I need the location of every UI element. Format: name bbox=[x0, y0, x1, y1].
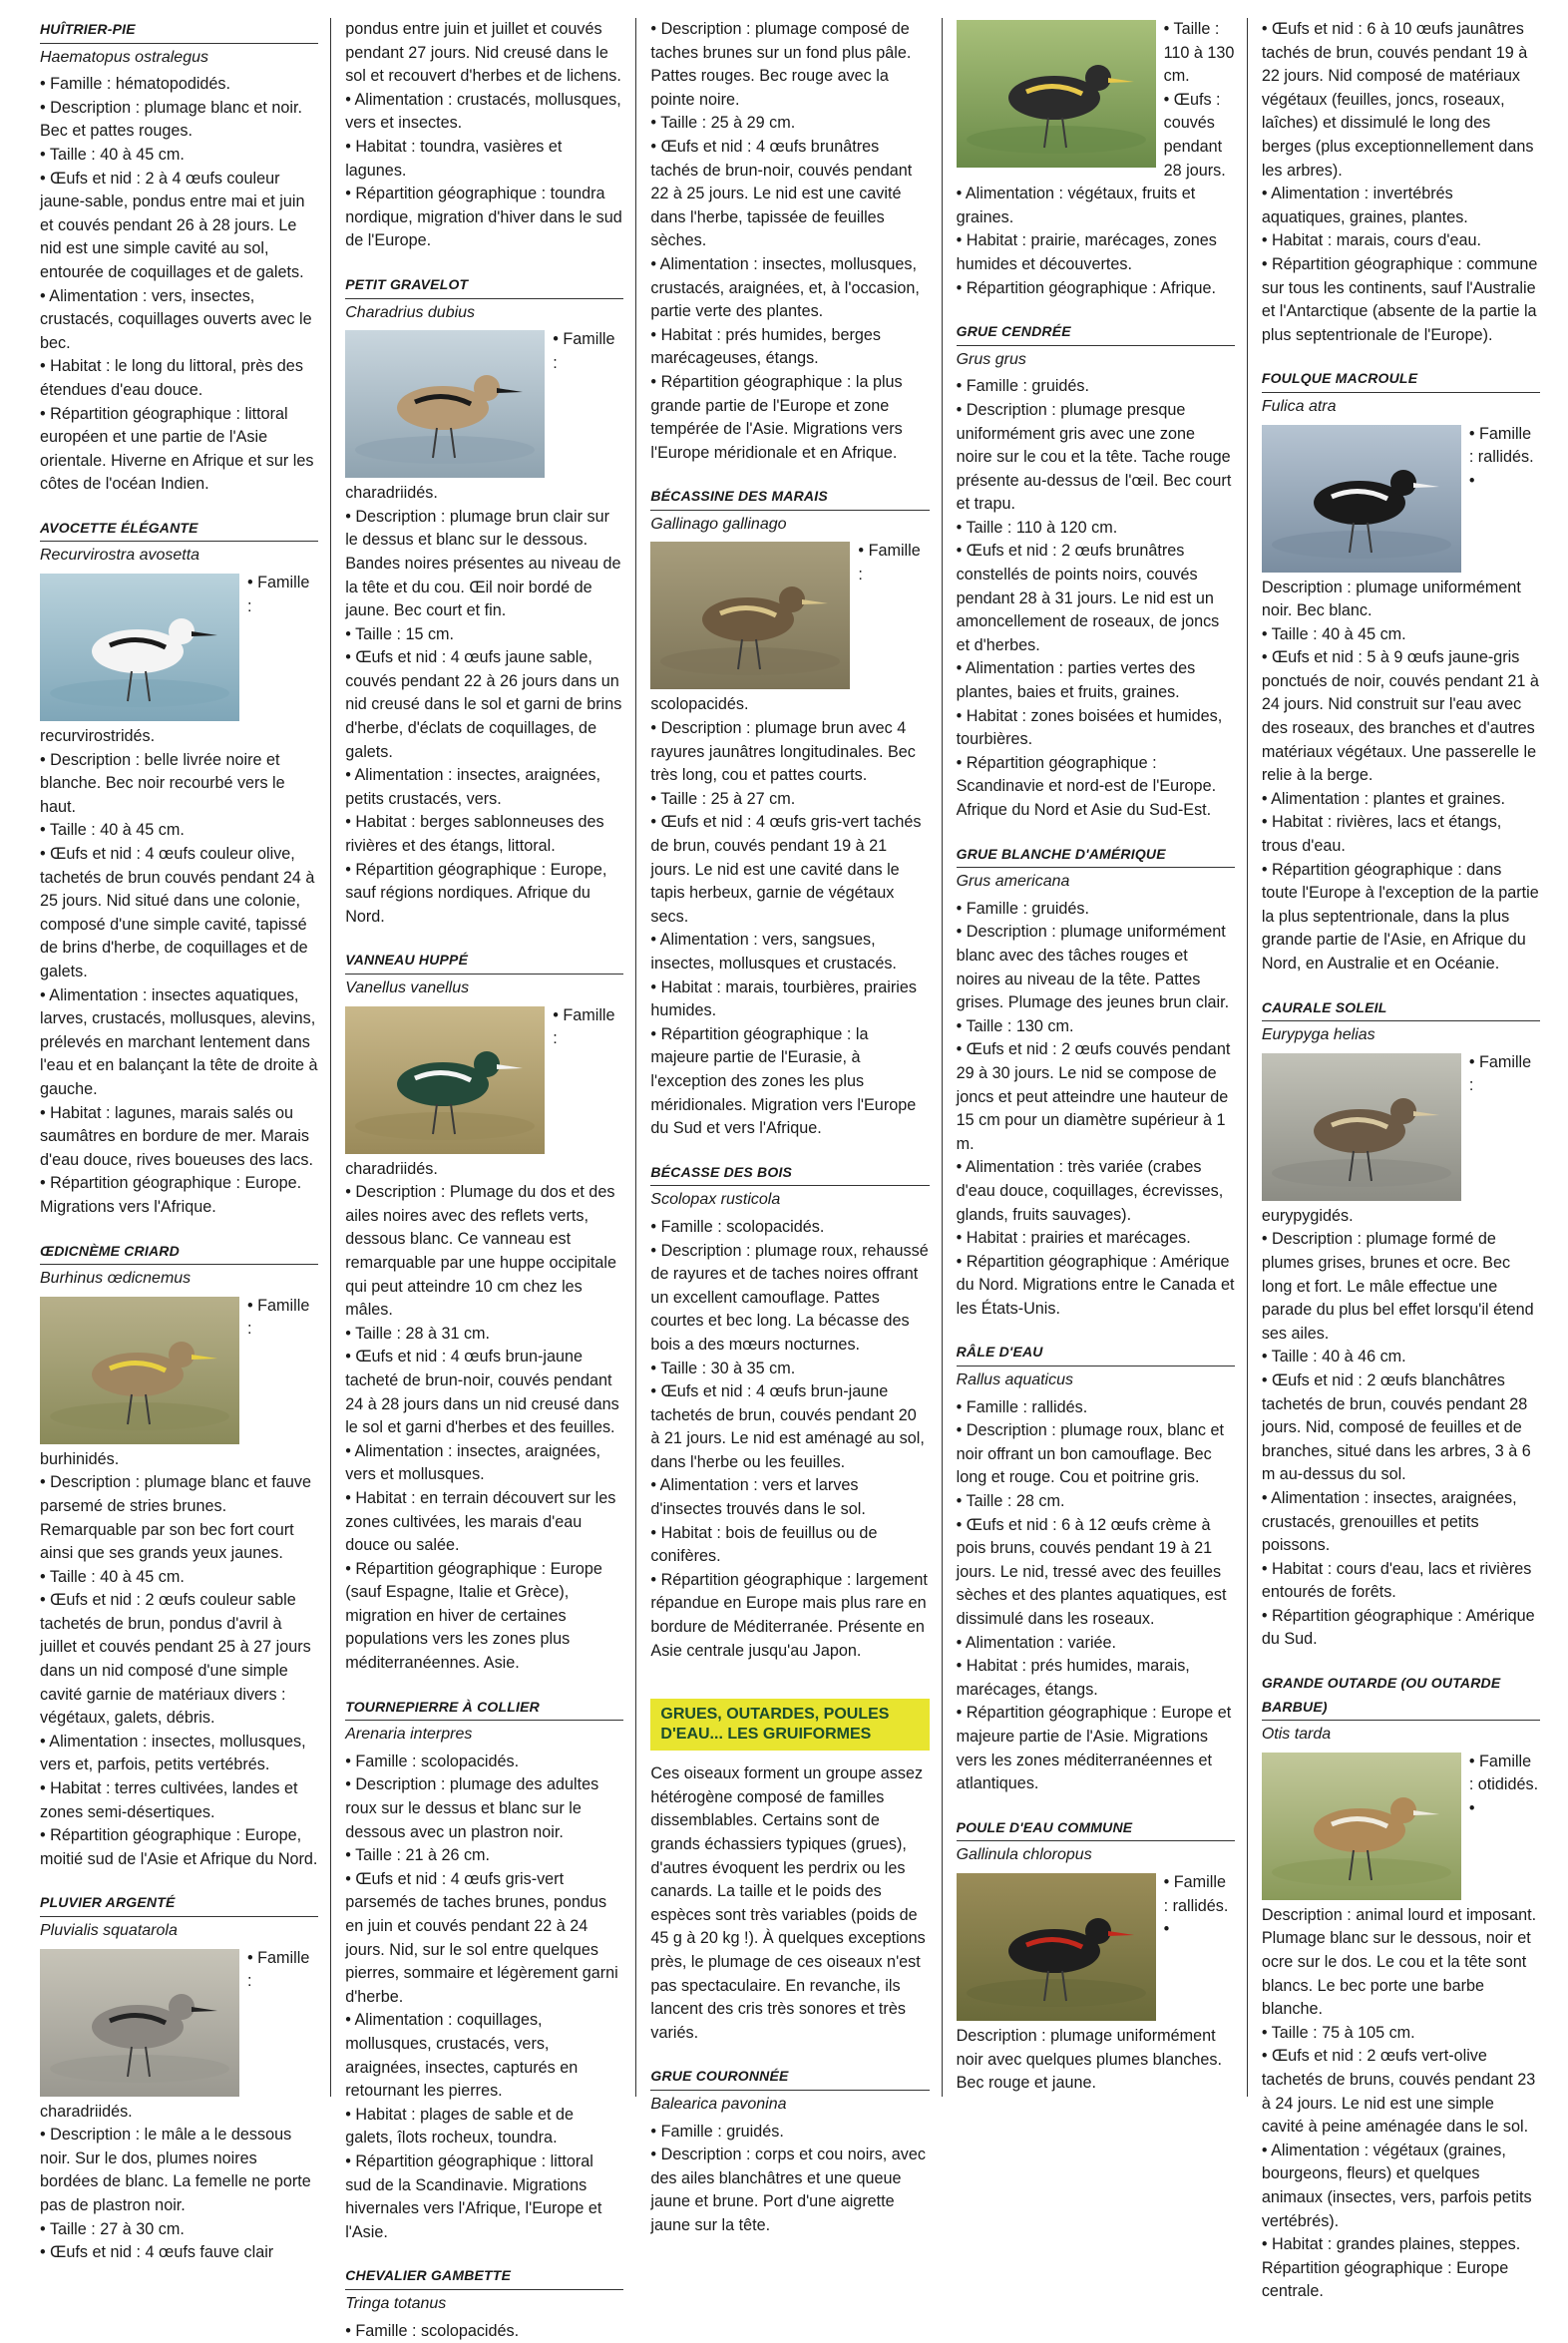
species-fact: • Alimentation : plantes et graines. bbox=[1262, 788, 1540, 812]
species-fact: • Œufs et nid : 4 œufs jaune sable, couvés pendant 22 à 26 jours dans un nid creusé dans le sol et garni de brins d'herbe, d'éclats de coquillages, de galets. bbox=[345, 646, 623, 764]
species-name: FOULQUE MACROULE bbox=[1262, 367, 1540, 393]
species-name: RÂLE D'EAU bbox=[957, 1341, 1235, 1367]
species-fact: • Œufs et nid : 4 œufs couleur olive, tachetés de brun couvés pendant 24 à 25 jours. Nid situé dans une colonie, composé d'une simple cavité, tapissé de brins d'herbe, de coquillages et de galets. bbox=[40, 843, 318, 984]
species-name: BÉCASSINE DES MARAIS bbox=[650, 485, 929, 511]
species-fact: • Habitat : berges sablonneuses des rivières et des étangs, littoral. bbox=[345, 811, 623, 858]
stone_curlew-photo-icon bbox=[40, 1297, 239, 1444]
species-name: CHEVALIER GAMBETTE bbox=[345, 2264, 623, 2290]
species-fact: • Habitat : marais, tourbières, prairies humides. bbox=[650, 976, 929, 1023]
species-entry-vanneau-huppe bbox=[345, 949, 623, 1675]
species-fact: • Alimentation : insectes, mollusques, crustacés, araignées, et, à l'occasion, partie verte des plantes. bbox=[650, 253, 929, 324]
species-fact: • Répartition géographique : toundra nordique, migration d'hiver dans le sud de l'Europe. bbox=[345, 183, 623, 253]
species-fact: • Description : plumage presque uniformément gris avec une zone noire sur le cou et la tête. Tache rouge présente au-dessus de l'œil. Bec court et trapu. bbox=[957, 399, 1235, 517]
species-latin-name: Grus grus bbox=[957, 348, 1235, 372]
species-fact: • Taille : 28 à 31 cm. bbox=[345, 1323, 623, 1347]
species-entry-huitrier-pie bbox=[40, 18, 318, 497]
species-name: GRUE BLANCHE D'AMÉRIQUE bbox=[957, 843, 1235, 869]
species-fact: • Taille : 25 à 29 cm. bbox=[650, 112, 929, 136]
species-latin-name: Scolopax rusticola bbox=[650, 1188, 929, 1212]
species-fact: • Œufs et nid : 2 à 4 œufs couleur jaune-sable, pondus entre mai et juin et couvés pendant 26 à 28 jours. Le nid est une simple cavité au sol, entourée de coquillages et de galets. bbox=[40, 168, 318, 285]
crowned_crane-photo-icon bbox=[957, 20, 1156, 168]
snipe-photo-icon bbox=[650, 542, 850, 689]
species-fact: • Répartition géographique : la plus grande partie de l'Europe et zone tempérée de l'Asie. Migrations vers l'Europe méridionale et en Afrique. bbox=[650, 371, 929, 465]
species-name: ŒDICNÈME CRIARD bbox=[40, 1240, 318, 1266]
species-latin-name: Recurvirostra avosetta bbox=[40, 544, 318, 568]
species-entry-grue-blanche-d-amerique bbox=[957, 843, 1235, 1322]
species-fact: • Description : animal lourd et imposant. Plumage blanc sur le dessous, noir et ocre sur le dos. Le cou et la tête sont blancs. Le bec porte une barbe blanche. bbox=[1262, 1797, 1540, 2022]
species-fact: • Taille : 110 à 120 cm. bbox=[957, 517, 1235, 541]
species-fact: • Habitat : lagunes, marais salés ou saumâtres en bordure de mer. Marais d'eau douce, rives boueuses des lacs. bbox=[40, 1102, 318, 1173]
species-latin-name: Grus americana bbox=[957, 870, 1235, 894]
species-entry-becasse-des-bois bbox=[650, 1161, 929, 1663]
species-fact: • Habitat : cours d'eau, lacs et rivières entourés de forêts. bbox=[1262, 1558, 1540, 1605]
species-fact: • Alimentation : vers et larves d'insectes trouvés dans le sol. bbox=[650, 1474, 929, 1521]
moorhen-photo-icon bbox=[957, 1873, 1156, 2021]
species-fact: • Œufs et nid : 4 œufs brun-jaune tachetés de brun, couvés pendant 20 à 21 jours. Le nid est aménagé au sol, dans l'herbe ou les feuilles. bbox=[650, 1380, 929, 1474]
species-photo bbox=[957, 1873, 1156, 2021]
species-fact: • Alimentation : parties vertes des plantes, baies et fruits, graines. bbox=[957, 657, 1235, 704]
species-photo bbox=[40, 1949, 239, 2097]
species-photo bbox=[345, 330, 545, 478]
species-name: AVOCETTE ÉLÉGANTE bbox=[40, 517, 318, 543]
species-fact: • Famille : scolopacidés. bbox=[650, 1216, 929, 1240]
species-fact: • Famille : rallidés. bbox=[957, 1396, 1235, 1420]
species-fact: • Habitat : zones boisées et humides, tourbières. bbox=[957, 705, 1235, 752]
species-fact: • Habitat : prairie, marécages, zones humides et découvertes. bbox=[957, 229, 1235, 276]
plover-photo-icon bbox=[40, 1949, 239, 2097]
species-fact: • Habitat : plages de sable et de galets, îlots rocheux, toundra. bbox=[345, 2104, 623, 2150]
group-heading: GRUES, OUTARDES, POULES D'EAU... LES GRUIFORMES bbox=[650, 1699, 929, 1751]
species-photo bbox=[40, 574, 239, 721]
species-fact: • Description : le mâle a le dessous noir. Sur le dos, plumes noires bordées de blanc. La femelle ne porte pas de plastron noir. bbox=[40, 2124, 318, 2217]
species-entry-foulque-macroule bbox=[1262, 367, 1540, 976]
species-entry-dicneme-criard bbox=[40, 1240, 318, 1872]
species-fact: • Alimentation : invertébrés aquatiques, graines, plantes. bbox=[1262, 183, 1540, 229]
column-4 bbox=[957, 18, 1248, 2097]
species-name: PETIT GRAVELOT bbox=[345, 273, 623, 299]
species-fact: • Œufs et nid : 2 œufs couvés pendant 29 à 30 jours. Le nid se compose de joncs et peut atteindre une hauteur de 15 cm pour un diamètre supérieur à 1 m. bbox=[957, 1038, 1235, 1156]
species-photo bbox=[345, 1006, 545, 1154]
species-fact: • Description : plumage blanc et fauve parsemé de stries brunes. Remarquable par son bec fort court ainsi que ses grands yeux jaunes. bbox=[40, 1471, 318, 1565]
species-fact: • Taille : 130 cm. bbox=[957, 1015, 1235, 1039]
species-fact: • Habitat : rivières, lacs et étangs, trous d'eau. bbox=[1262, 811, 1540, 858]
species-fact: • Taille : 30 à 35 cm. bbox=[650, 1358, 929, 1381]
species-fact: • Famille : gruidés. bbox=[957, 898, 1235, 922]
species-name: BÉCASSE DES BOIS bbox=[650, 1161, 929, 1187]
species-fact: • Description : plumage composé de taches brunes sur un fond plus pâle. Pattes rouges. Bec rouge avec la pointe noire. bbox=[650, 18, 929, 112]
species-fact: • Famille : eurypygidés. bbox=[1262, 1051, 1540, 1229]
species-fact: • Famille : scolopacidés. bbox=[345, 2320, 623, 2343]
species-name: POULE D'EAU COMMUNE bbox=[957, 1816, 1235, 1842]
species-latin-name: Charadrius dubius bbox=[345, 301, 623, 325]
species-fact: • Habitat : grandes plaines, steppes. Répartition géographique : Europe centrale. bbox=[1262, 2233, 1540, 2304]
species-fact: • Taille : 15 cm. bbox=[345, 623, 623, 647]
species-entry-pluvier-argente bbox=[40, 1891, 318, 2264]
ringed_plover-photo-icon bbox=[345, 330, 545, 478]
species-fact: • Famille : recurvirostridés. bbox=[40, 572, 318, 749]
species-fact: • Œufs et nid : 4 œufs gris-vert tachés de brun, couvés pendant 19 à 21 jours. Le nid est une cavité dans le tapis herbeux, garnie de végétaux secs. bbox=[650, 811, 929, 929]
species-fact: • Famille : charadriidés. bbox=[345, 1004, 623, 1182]
species-fact: • Répartition géographique : Europe. Migrations vers l'Afrique. bbox=[40, 1172, 318, 1219]
species-fact: • Œufs : couvés pendant 28 jours. bbox=[957, 89, 1235, 183]
species-fact: • Description : plumage roux, blanc et noir offrant un bon camouflage. Bec long et rouge. Cou et poitrine gris. bbox=[957, 1419, 1235, 1490]
species-fact: • Répartition géographique : littoral sud de la Scandinavie. Migrations hivernales vers l'Afrique, l'Europe et l'Asie. bbox=[345, 2150, 623, 2244]
species-fact: • Œufs et nid : 2 œufs brunâtres constellés de points noirs, couvés pendant 28 à 31 jours. Le nid est un amoncellement de roseaux, de joncs et d'herbes. bbox=[957, 540, 1235, 657]
species-latin-name: Otis tarda bbox=[1262, 1723, 1540, 1747]
species-latin-name: Tringa totanus bbox=[345, 2292, 623, 2316]
species-latin-name: Haematopus ostralegus bbox=[40, 46, 318, 70]
species-photo bbox=[1262, 1053, 1461, 1201]
column-1 bbox=[40, 18, 331, 2097]
species-fact: • Alimentation : insectes, araignées, crustacés, grenouilles et petits poissons. bbox=[1262, 1487, 1540, 1558]
species-name: PLUVIER ARGENTÉ bbox=[40, 1891, 318, 1917]
species-latin-name: Fulica atra bbox=[1262, 395, 1540, 419]
species-entry-tournepierre-a-collier bbox=[345, 1696, 623, 2245]
species-fact: • Alimentation : coquillages, mollusques, crustacés, vers, araignées, insectes, capturés en retournant les pierres. bbox=[345, 2009, 623, 2103]
species-fact: • Description : plumage brun clair sur le dessus et blanc sur le dessous. Bandes noires présentes au niveau de la tête et du cou. Œil noir bordé de jaune. Bec court et fin. bbox=[345, 506, 623, 623]
species-fact: • Œufs et nid : 4 œufs brunâtres tachés de brun-noir, couvés pendant 22 à 25 jours. Le nid est une cavité dans l'herbe, tapissée de feuilles sèches. bbox=[650, 136, 929, 253]
species-fact: • Habitat : en terrain découvert sur les zones cultivées, les marais d'eau douce ou salée. bbox=[345, 1487, 623, 1558]
species-name: GRUE COURONNÉE bbox=[650, 2065, 929, 2091]
species-fact: • Répartition géographique : Europe et majeure partie de l'Asie. Migrations vers les zones méditerranéennes et atlantiques. bbox=[957, 1702, 1235, 1795]
group-intro: Ces oiseaux forment un groupe assez hétérogène composé de familles dissemblables. Certains sont de grands échassiers typiques (grues), d'autres évoquent les perdrix ou les canards. La taille et le poids des espèces sont très variables (poids de 45 g à 20 kg !). À quelques exceptions près, le plumage de ces oiseaux n'est pas spectaculaire. En revanche, ils lancent des cris très sonores et très variés. bbox=[650, 1762, 929, 2045]
species-entry-caurale-soleil bbox=[1262, 996, 1540, 1652]
species-name: GRANDE OUTARDE (OU OUTARDE BARBUE) bbox=[1262, 1672, 1540, 1721]
species-fact: • Famille : gruidés. bbox=[650, 2121, 929, 2145]
species-fact: • Habitat : prairies et marécages. bbox=[957, 1227, 1235, 1251]
species-fact: • Œufs et nid : 6 à 12 œufs crème à pois bruns, couvés pendant 19 à 21 jours. Le nid, tressé avec des feuilles sèches et des plantes aquatiques, est dissimulé dans les roseaux. bbox=[957, 1514, 1235, 1632]
species-fact: • Description : plumage des adultes roux sur le dessus et blanc sur le dessous avec un plastron noir. bbox=[345, 1773, 623, 1844]
species-fact: • Taille : 40 à 45 cm. bbox=[40, 144, 318, 168]
species-fact: • Famille : rallidés. bbox=[957, 1871, 1235, 1918]
species-fact: • Répartition géographique : la majeure partie de l'Eurasie, à l'exception des zones les plus méridionales. Migration vers l'Europe du Sud et vers l'Afrique. bbox=[650, 1023, 929, 1141]
species-fact: • Famille : gruidés. bbox=[957, 375, 1235, 399]
species-fact: • Répartition géographique : Europe, sauf régions nordiques. Afrique du Nord. bbox=[345, 859, 623, 930]
species-fact: • Habitat : terres cultivées, landes et zones semi-désertiques. bbox=[40, 1777, 318, 1824]
species-fact: • Description : plumage uniformément noir avec quelques plumes blanches. Bec rouge et jaune. bbox=[957, 1918, 1235, 2096]
species-entry-continued-2 bbox=[650, 18, 929, 465]
species-fact: • Alimentation : insectes, mollusques, vers et, parfois, petits vertébrés. bbox=[40, 1731, 318, 1777]
species-fact: • Œufs et nid : 4 œufs gris-vert parsemés de taches brunes, pondus en juin et couvés pendant 22 à 24 jours. Nid, sur le sol entre quelques pierres, sommaire et légèrement garni d'herbe. bbox=[345, 1868, 623, 2010]
species-latin-name: Pluvialis squatarola bbox=[40, 1919, 318, 1943]
species-fact: • Répartition géographique : Amérique du Nord. Migrations entre le Canada et les États-Unis. bbox=[957, 1251, 1235, 1322]
species-fact: • Taille : 25 à 27 cm. bbox=[650, 788, 929, 812]
species-entry-poule-d-eau-commune bbox=[957, 1816, 1235, 2096]
species-fact: • Alimentation : crustacés, mollusques, vers et insectes. bbox=[345, 89, 623, 136]
species-fact: • Alimentation : vers, sangsues, insectes, mollusques et crustacés. bbox=[650, 929, 929, 976]
species-fact: • Description : plumage uniformément noir. Bec blanc. bbox=[1262, 470, 1540, 623]
species-fact: • Habitat : prés humides, berges marécageuses, étangs. bbox=[650, 324, 929, 371]
species-fact: • Œufs et nid : 4 œufs brun-jaune tacheté de brun-noir, couvés pendant 24 à 28 jours dans un nid creusé dans le sol et garni d'herbes et des feuilles. bbox=[345, 1346, 623, 1439]
species-entry-continued-1 bbox=[345, 18, 623, 253]
species-fact: • Taille : 21 à 26 cm. bbox=[345, 1844, 623, 1868]
species-entry-rale-d-eau bbox=[957, 1341, 1235, 1795]
species-fact: • Œufs et nid : 2 œufs couleur sable tachetés de brun, pondus d'avril à juillet et couvés pendant 25 à 27 jours dans un nid composé d'une simple cavité garnie de matériaux divers : végétaux, galets, débris. bbox=[40, 1589, 318, 1731]
species-name: VANNEAU HUPPÉ bbox=[345, 949, 623, 975]
species-entry-becassine-des-marais bbox=[650, 485, 929, 1140]
species-fact: • Alimentation : végétaux, fruits et graines. bbox=[957, 183, 1235, 229]
species-fact: • Œufs et nid : 4 œufs fauve clair bbox=[40, 2241, 318, 2265]
sunbittern-photo-icon bbox=[1262, 1053, 1461, 1201]
species-fact: • Description : plumage formé de plumes grises, brunes et ocre. Bec long et fort. Le mâle effectue une parade du plus bel effet lorsqu'il étend ses ailes. bbox=[1262, 1228, 1540, 1346]
species-latin-name: Gallinago gallinago bbox=[650, 513, 929, 537]
species-latin-name: Arenaria interpres bbox=[345, 1723, 623, 1747]
species-name: HUÎTRIER-PIE bbox=[40, 18, 318, 44]
species-fact: pondus entre juin et juillet et couvés pendant 27 jours. Nid creusé dans le sol et recouvert d'herbes et de lichens. bbox=[345, 18, 623, 89]
species-entry-grue-cendree bbox=[957, 320, 1235, 822]
species-fact: • Famille : scolopacidés. bbox=[650, 540, 929, 717]
species-fact: • Œufs et nid : 2 œufs blanchâtres tachetés de brun, couvés pendant 28 jours. Nid, composé de feuilles et de branches, situé dans les arbres, 3 à 6 m au-dessus du sol. bbox=[1262, 1369, 1540, 1487]
species-fact: • Répartition géographique : Europe, moitié sud de l'Asie et Afrique du Nord. bbox=[40, 1824, 318, 1871]
species-fact: • Répartition géographique : littoral européen et une partie de l'Asie orientale. Hiverne en Afrique et sur les côtes de l'océan Indien. bbox=[40, 403, 318, 497]
species-fact: • Taille : 110 à 130 cm. bbox=[957, 18, 1235, 89]
species-fact: • Alimentation : insectes, araignées, vers et mollusques. bbox=[345, 1440, 623, 1487]
species-fact: • Famille : charadriidés. bbox=[345, 328, 623, 506]
species-fact: • Habitat : marais, cours d'eau. bbox=[1262, 229, 1540, 253]
column-5 bbox=[1262, 18, 1540, 2097]
species-latin-name: Gallinula chloropus bbox=[957, 1843, 1235, 1867]
species-fact: • Habitat : toundra, vasières et lagunes. bbox=[345, 136, 623, 183]
species-photo bbox=[40, 1297, 239, 1444]
species-photo bbox=[957, 20, 1156, 168]
species-entry-grande-outarde-ou-outarde-barbue bbox=[1262, 1672, 1540, 2304]
species-fact: • Œufs et nid : 5 à 9 œufs jaune-gris ponctués de noir, couvés pendant 21 à 24 jours. Nid construit sur l'eau avec des roseaux, des branches et d'autres matériaux végétaux. Une passerelle le relie à la berge. bbox=[1262, 646, 1540, 788]
species-fact: • Taille : 40 à 45 cm. bbox=[1262, 623, 1540, 647]
species-fact: • Description : belle livrée noire et blanche. Bec noir recourbé vers le haut. bbox=[40, 749, 318, 820]
species-fact: • Répartition géographique : commune sur tous les continents, sauf l'Australie et l'Antarctique (absente de la partie la plus septentrionale de l'Europe). bbox=[1262, 253, 1540, 347]
species-name: TOURNEPIERRE À COLLIER bbox=[345, 1696, 623, 1722]
species-fact: • Alimentation : insectes, araignées, petits crustacés, vers. bbox=[345, 764, 623, 811]
lapwing-photo-icon bbox=[345, 1006, 545, 1154]
species-fact: • Description : corps et cou noirs, avec des ailes blanchâtres et une queue jaune et brune. Port d'une aigrette jaune sur la tête. bbox=[650, 2144, 929, 2237]
species-fact: • Alimentation : insectes aquatiques, larves, crustacés, mollusques, alevins, prélevés en marchant lentement dans l'eau et en balançant la tête de droite à gauche. bbox=[40, 984, 318, 1102]
species-fact: • Description : Plumage du dos et des ailes noires avec des reflets verts, dessous blanc. Ce vanneau est remarquable par une huppe occipitale qui peut atteindre 10 cm chez les mâles. bbox=[345, 1181, 623, 1323]
species-fact: • Taille : 27 à 30 cm. bbox=[40, 2218, 318, 2242]
avocet-photo-icon bbox=[40, 574, 239, 721]
species-entry-continued-4 bbox=[1262, 18, 1540, 347]
column-3 bbox=[650, 18, 942, 2097]
species-fact: • Alimentation : végétaux (graines, bourgeons, fleurs) et quelques animaux (insectes, vers, parfois petits vertébrés). bbox=[1262, 2140, 1540, 2233]
species-fact: • Famille : charadriidés. bbox=[40, 1947, 318, 2125]
species-photo bbox=[1262, 1753, 1461, 1900]
species-fact: • Famille : hématopodidés. bbox=[40, 73, 318, 97]
species-fact: • Taille : 28 cm. bbox=[957, 1490, 1235, 1514]
species-fact: • Taille : 40 à 45 cm. bbox=[40, 819, 318, 843]
species-fact: • Habitat : prés humides, marais, marécages, étangs. bbox=[957, 1655, 1235, 1702]
column-2 bbox=[345, 18, 636, 2097]
species-fact: • Famille : rallidés. bbox=[1262, 423, 1540, 470]
species-fact: • Alimentation : variée. bbox=[957, 1632, 1235, 1656]
species-fact: • Habitat : le long du littoral, près des étendues d'eau douce. bbox=[40, 355, 318, 402]
bustard-photo-icon bbox=[1262, 1753, 1461, 1900]
species-fact: • Famille : burhinidés. bbox=[40, 1295, 318, 1472]
species-photo bbox=[650, 542, 850, 689]
species-entry-petit-gravelot bbox=[345, 273, 623, 929]
species-latin-name: Burhinus œdicnemus bbox=[40, 1267, 318, 1291]
species-photo bbox=[1262, 425, 1461, 573]
species-fact: • Répartition géographique : Afrique. bbox=[957, 277, 1235, 301]
species-fact: • Répartition géographique : Amérique du Sud. bbox=[1262, 1605, 1540, 1652]
species-fact: • Famille : scolopacidés. bbox=[345, 1751, 623, 1774]
species-fact: • Œufs et nid : 2 œufs vert-olive tachetés de bruns, couvés pendant 23 à 24 jours. Le nid est une simple cavité à peine aménagée dans le sol. bbox=[1262, 2045, 1540, 2139]
species-fact: • Répartition géographique : Europe (sauf Espagne, Italie et Grèce), migration en hiver de certaines populations vers les zones plus méditerranéennes. Asie. bbox=[345, 1558, 623, 1676]
species-latin-name: Eurypyga helias bbox=[1262, 1023, 1540, 1047]
species-fact: • Description : plumage brun avec 4 rayures jaunâtres longitudinales. Bec très long, cou et pattes courts. bbox=[650, 717, 929, 788]
coot-photo-icon bbox=[1262, 425, 1461, 573]
species-name: GRUE CENDRÉE bbox=[957, 320, 1235, 346]
species-entry-grue-couronnee bbox=[650, 2065, 929, 2237]
species-fact: • Description : plumage uniformément blanc avec des tâches rouges et noires au niveau de la tête. Pattes grises. Plumage des jeunes brun clair. bbox=[957, 921, 1235, 1014]
species-fact: • Répartition géographique : Scandinavie et nord-est de l'Europe. Afrique du Nord et Asie du Sud-Est. bbox=[957, 752, 1235, 823]
species-latin-name: Vanellus vanellus bbox=[345, 976, 623, 1000]
species-fact: • Alimentation : très variée (crabes d'eau douce, coquillages, écrevisses, glands, fruits sauvages). bbox=[957, 1156, 1235, 1227]
species-fact: • Famille : otididés. bbox=[1262, 1751, 1540, 1797]
species-fact: • Alimentation : vers, insectes, crustacés, coquillages ouverts avec le bec. bbox=[40, 285, 318, 356]
species-entry-chevalier-gambette bbox=[345, 2264, 623, 2343]
species-fact: • Taille : 40 à 45 cm. bbox=[40, 1566, 318, 1590]
species-fact: • Habitat : bois de feuillus ou de conifères. bbox=[650, 1522, 929, 1569]
species-entry-continued-3 bbox=[957, 18, 1235, 300]
species-fact: • Description : plumage blanc et noir. Bec et pattes rouges. bbox=[40, 97, 318, 144]
species-fact: • Taille : 75 à 105 cm. bbox=[1262, 2022, 1540, 2046]
species-fact: • Répartition géographique : dans toute l'Europe à l'exception de la partie la plus septentrionale, dans la plus grande partie de l'Asie, en Afrique du Nord, en Australie et en Océanie. bbox=[1262, 859, 1540, 976]
species-fact: • Taille : 40 à 46 cm. bbox=[1262, 1346, 1540, 1369]
species-fact: • Œufs et nid : 6 à 10 œufs jaunâtres tachés de brun, couvés pendant 19 à 22 jours. Nid composé de matériaux végétaux (feuilles, joncs, roseaux, laîches) et dissimulé le long des berges (plus exceptionnellement dans les arbres). bbox=[1262, 18, 1540, 183]
species-entry-avocette-elegante bbox=[40, 517, 318, 1220]
species-name: CAURALE SOLEIL bbox=[1262, 996, 1540, 1022]
species-latin-name: Rallus aquaticus bbox=[957, 1368, 1235, 1392]
species-latin-name: Balearica pavonina bbox=[650, 2093, 929, 2117]
species-fact: • Description : plumage roux, rehaussé de rayures et de taches noires offrant un excellent camouflage. Pattes courtes et bec long. La bécasse des bois a des mœurs nocturnes. bbox=[650, 1240, 929, 1358]
species-fact: • Répartition géographique : largement répandue en Europe mais plus rare en bordure de Méditerranée. Présente en Asie centrale jusqu'au Japon. bbox=[650, 1569, 929, 1663]
